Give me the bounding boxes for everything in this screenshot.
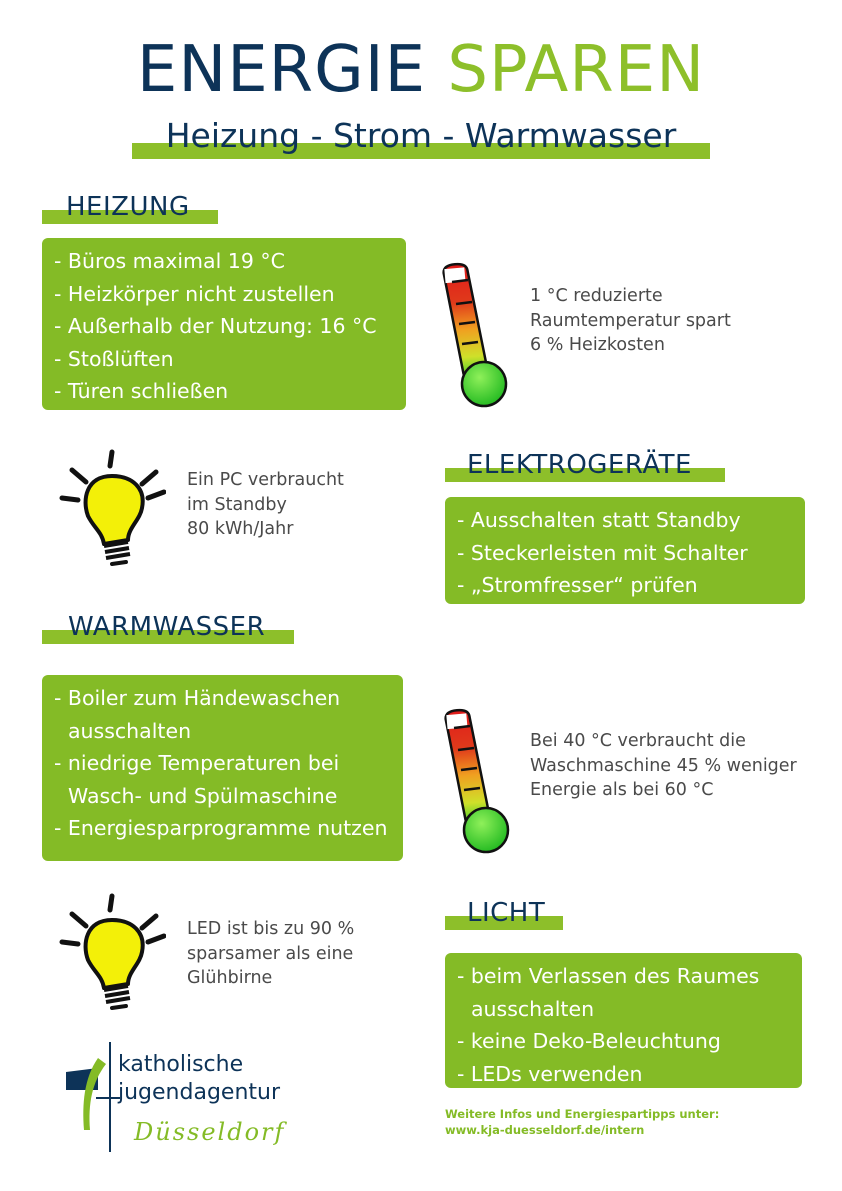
logo-line1: katholische: [118, 1052, 244, 1077]
list-item: - Energiesparprogramme nutzen: [54, 816, 388, 840]
list-item: - Heizkörper nicht zustellen: [54, 281, 335, 306]
note-line: Bei 40 °C verbraucht die: [530, 731, 746, 751]
title-sparen: SPAREN: [447, 33, 706, 107]
heading-label: HEIZUNG: [66, 192, 190, 222]
thermometer-icon: [436, 708, 516, 858]
list-item: - Türen schließen: [54, 379, 229, 403]
heizung-note: [530, 284, 731, 358]
footer-info: [445, 1106, 719, 1138]
list-item: - „Stromfresser“ prüfen: [457, 573, 698, 597]
list-item: Wasch- und Spülmaschine: [68, 783, 338, 808]
licht-tips-box: [445, 953, 802, 1088]
heading-label: ELEKTROGERÄTE: [467, 450, 692, 480]
thermometer-icon: [434, 262, 514, 412]
logo-cross-icon: [62, 1038, 122, 1156]
warmwasser-tips-box: [42, 675, 403, 861]
logo-line2: jugendagentur: [118, 1080, 281, 1105]
logo-signature: Düsseldorf: [134, 1118, 286, 1146]
section-heading-heizung: [42, 192, 218, 224]
list-item: - Boiler zum Händewaschen: [54, 686, 341, 710]
section-heading-elektrogeraete: [445, 450, 725, 482]
heizung-tips-box: [42, 238, 406, 410]
lightbulb-icon: [56, 892, 166, 1018]
list-item: - Ausschalten statt Standby: [457, 508, 741, 532]
list-item: - keine Deko-Beleuchtung: [457, 1029, 721, 1053]
title-energie: ENERGIE: [136, 33, 427, 107]
list-item: ausschalten: [471, 996, 595, 1021]
note-line: 1 °C reduzierte: [530, 286, 663, 306]
heading-label: WARMWASSER: [68, 612, 266, 642]
list-item: - Stoßlüften: [54, 346, 174, 371]
list-item: - niedrige Temperaturen bei: [54, 751, 340, 775]
subtitle: Heizung - Strom - Warmwasser: [165, 116, 677, 155]
section-heading-warmwasser: [42, 612, 294, 644]
heading-label: LICHT: [467, 898, 546, 928]
elektrogeraete-tips-box: [445, 497, 805, 604]
list-item: - Büros maximal 19 °C: [54, 249, 285, 273]
list-item: - Außerhalb der Nutzung: 16 °C: [54, 314, 377, 338]
page-title: [0, 33, 842, 107]
warmwasser-note: [530, 729, 797, 803]
note-line: Ein PC verbraucht: [187, 470, 344, 490]
note-line: Glühbirne: [187, 968, 273, 988]
list-item: ausschalten: [68, 718, 192, 743]
note-line: Energie als bei 60 °C: [530, 780, 714, 800]
note-line: im Standby: [187, 494, 287, 515]
lightbulb-icon: [56, 448, 166, 574]
note-line: Waschmaschine 45 % weniger: [530, 755, 797, 776]
footer-link[interactable]: www.kja-duesseldorf.de/intern: [445, 1123, 645, 1137]
note-line: LED ist bis zu 90 %: [187, 919, 355, 939]
note-line: Raumtemperatur spart: [530, 310, 731, 331]
footer-line1: Weitere Infos und Energiespartipps unter:: [445, 1107, 720, 1121]
standby-note: [187, 468, 344, 542]
list-item: - Steckerleisten mit Schalter: [457, 540, 748, 565]
list-item: - beim Verlassen des Raumes: [457, 964, 760, 988]
note-line: sparsamer als eine: [187, 943, 354, 964]
note-line: 6 % Heizkosten: [530, 335, 665, 355]
led-note: [187, 917, 354, 991]
section-heading-licht: [445, 898, 563, 930]
note-line: 80 kWh/Jahr: [187, 519, 294, 539]
list-item: - LEDs verwenden: [457, 1061, 643, 1086]
